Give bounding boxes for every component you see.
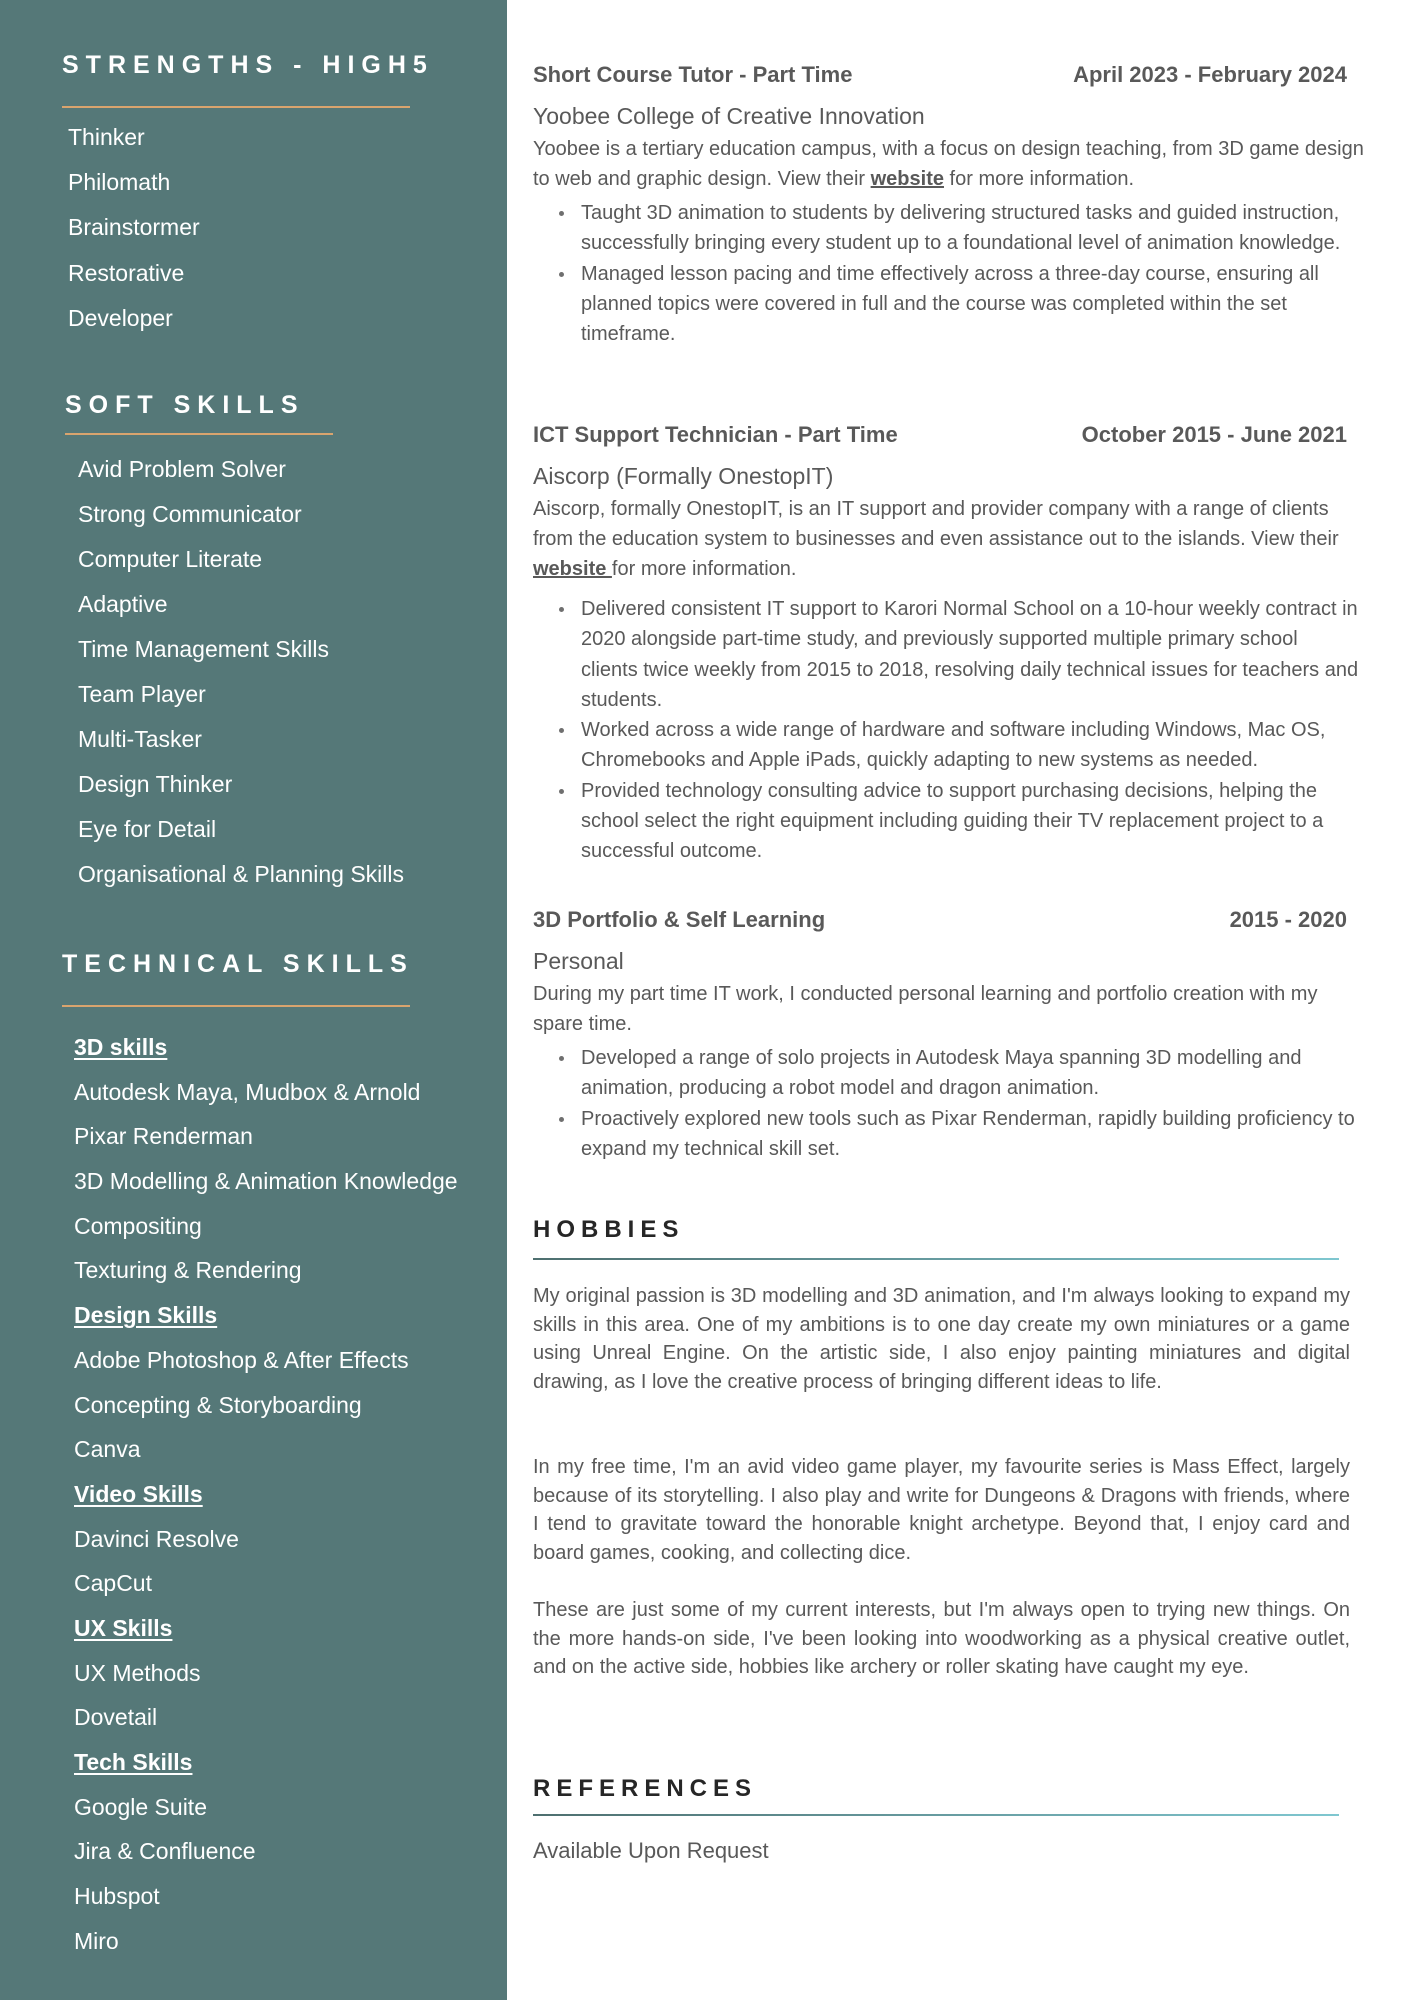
job-entry-yoobee (533, 62, 1373, 349)
job-dates: April 2023 - February 2024 (1073, 62, 1347, 87)
sidebar (0, 0, 507, 2000)
job-description: Yoobee is a tertiary education campus, with a focus on design teaching, from 3D game design to web and graphic design. View their website for more information. (533, 138, 1364, 190)
technical-skill-item: Miro (74, 1927, 119, 1954)
job-bullet: Taught 3D animation to students by delivering structured tasks and guided instruction, successfully bringing every student up to a foundational level of animation knowledge. (581, 198, 1373, 259)
job-bullet: Developed a range of solo projects in Autodesk Maya spanning 3D modelling and animation, producing a robot model and dragon animation. (581, 1043, 1373, 1104)
strength-item: Restorative (68, 259, 185, 286)
technical-skill-item: Adobe Photoshop & After Effects (74, 1346, 409, 1373)
job-entry-aiscorp (533, 422, 1373, 867)
website-link[interactable]: website (533, 558, 612, 580)
soft-skills-list (78, 456, 404, 906)
job-company: Yoobee College of Creative Innovation (533, 103, 925, 129)
technical-skill-item: Hubspot (74, 1883, 160, 1910)
job-bullet: Managed lesson pacing and time effectively across a three-day course, ensuring all planned topics were covered in full and the course was completed within the set timeframe. (581, 259, 1373, 350)
technical-skill-item: Jira & Confluence (74, 1838, 256, 1865)
job-title: ICT Support Technician - Part Time (533, 422, 898, 447)
soft-skill-item: Multi-Tasker (78, 726, 202, 752)
hobbies-paragraph: These are just some of my current interests, but I'm always open to trying new things. On the more hands-on side, I've been looking into woodworking as a physical creative outlet, and on the active side, hobbies like archery or roller skating have caught my eye. (533, 1599, 1350, 1679)
job-bullets (533, 198, 1373, 349)
technical-skill-item: Compositing (74, 1212, 202, 1239)
hobbies-divider (533, 1258, 1339, 1260)
soft-skill-item: Time Management Skills (78, 636, 329, 662)
soft-skill-item: Organisational & Planning Skills (78, 861, 405, 887)
job-dates: 2015 - 2020 (1229, 907, 1347, 932)
job-company: Aiscorp (Formally OnestopIT) (533, 463, 834, 489)
job-dates: October 2015 - June 2021 (1081, 422, 1347, 447)
job-bullet: Proactively explored new tools such as Pixar Renderman, rapidly building proficiency to expand my technical skill set. (581, 1104, 1373, 1165)
soft-skills-heading: SOFT SKILLS (65, 391, 305, 419)
job-description: Aiscorp, formally OnestopIT, is an IT support and provider company with a range of clients from the education system to businesses and even assistance out to the islands. View their website for more information. (533, 498, 1339, 580)
job-title: 3D Portfolio & Self Learning (533, 907, 826, 932)
technical-skill-item: Autodesk Maya, Mudbox & Arnold (74, 1078, 421, 1105)
job-company: Personal (533, 948, 624, 974)
website-link[interactable]: website (870, 168, 944, 190)
skill-category-tech: Tech Skills (74, 1749, 193, 1775)
skill-category-3d: 3D skills (74, 1034, 168, 1060)
references-text: Available Upon Request (533, 1838, 769, 1863)
soft-skill-item: Eye for Detail (78, 816, 217, 842)
job-bullet: Provided technology consulting advice to support purchasing decisions, helping the school select the right equipment including guiding their TV replacement project to a successful outcome. (581, 776, 1373, 867)
hobbies-heading: HOBBIES (533, 1216, 685, 1243)
references-heading: REFERENCES (533, 1775, 758, 1802)
technical-skill-item: Concepting & Storyboarding (74, 1391, 362, 1418)
hobbies-paragraph: In my free time, I'm an avid video game player, my favourite series is Mass Effect, largely because of its storytelling. I also play and write for Dungeons & Dragons with friends, where I tend to gravitate toward the honorable knight archetype. Beyond that, I enjoy card and board games, cooking, and collecting dice. (533, 1456, 1350, 1564)
strength-item: Thinker (68, 124, 145, 150)
soft-skill-item: Design Thinker (78, 771, 233, 797)
technical-skill-item: Dovetail (74, 1704, 158, 1731)
strength-item: Philomath (68, 169, 171, 196)
job-bullets (533, 1043, 1373, 1164)
soft-skill-item: Avid Problem Solver (78, 456, 286, 482)
strength-item: Brainstormer (68, 214, 200, 241)
technical-skill-item: Pixar Renderman (74, 1123, 253, 1150)
strengths-list (68, 124, 200, 350)
technical-skill-item: Google Suite (74, 1793, 207, 1820)
technical-skills-heading: TECHNICAL SKILLS (62, 950, 414, 978)
skill-category-ux: UX Skills (74, 1614, 173, 1641)
skill-category-design: Design Skills (74, 1302, 218, 1329)
skill-category-video: Video Skills (74, 1480, 203, 1507)
soft-skills-divider (65, 433, 333, 435)
technical-skills-divider (62, 1005, 410, 1007)
technical-skill-item: Texturing & Rendering (74, 1257, 302, 1284)
technical-skill-item: Davinci Resolve (74, 1525, 239, 1552)
technical-skill-item: Canva (74, 1436, 141, 1463)
job-bullets (533, 594, 1373, 867)
soft-skill-item: Adaptive (78, 591, 168, 617)
soft-skill-item: Computer Literate (78, 546, 263, 572)
job-bullet: Delivered consistent IT support to Karori Normal School on a 10-hour weekly contract in 2020 alongside part-time study, and previously supported multiple primary school clients twice weekly from 2015 to 2018, resolving daily technical issues for teachers and students. (581, 594, 1373, 715)
job-description: During my part time IT work, I conducted personal learning and portfolio creation with my spare time. (533, 983, 1318, 1035)
job-header (533, 907, 1373, 943)
references-divider (533, 1814, 1339, 1816)
strengths-heading: STRENGTHS - HIGH5 (62, 51, 434, 79)
strengths-divider (62, 106, 410, 108)
technical-skill-item: CapCut (74, 1570, 152, 1597)
technical-skill-item: UX Methods (74, 1659, 201, 1686)
job-entry-portfolio (533, 907, 1373, 1164)
job-title: Short Course Tutor - Part Time (533, 62, 853, 87)
job-header (533, 422, 1373, 458)
soft-skill-item: Team Player (78, 681, 206, 707)
job-header (533, 62, 1373, 98)
hobbies-paragraph: My original passion is 3D modelling and 3D animation, and I'm always looking to expand my skills in this area. One of my ambitions is to one day create my own miniatures or a game using Unreal Engine. On the artistic side, I also enjoy painting miniatures and digital drawing, as I love the creative process of bringing different ideas to life. (533, 1285, 1350, 1393)
technical-skills-list (74, 1034, 458, 1972)
technical-skill-item: 3D Modelling & Animation Knowledge (74, 1168, 458, 1195)
soft-skill-item: Strong Communicator (78, 501, 302, 527)
strength-item: Developer (68, 304, 173, 331)
job-bullet: Worked across a wide range of hardware and software including Windows, Mac OS, Chromebooks and Apple iPads, quickly adapting to new systems as needed. (581, 715, 1373, 776)
